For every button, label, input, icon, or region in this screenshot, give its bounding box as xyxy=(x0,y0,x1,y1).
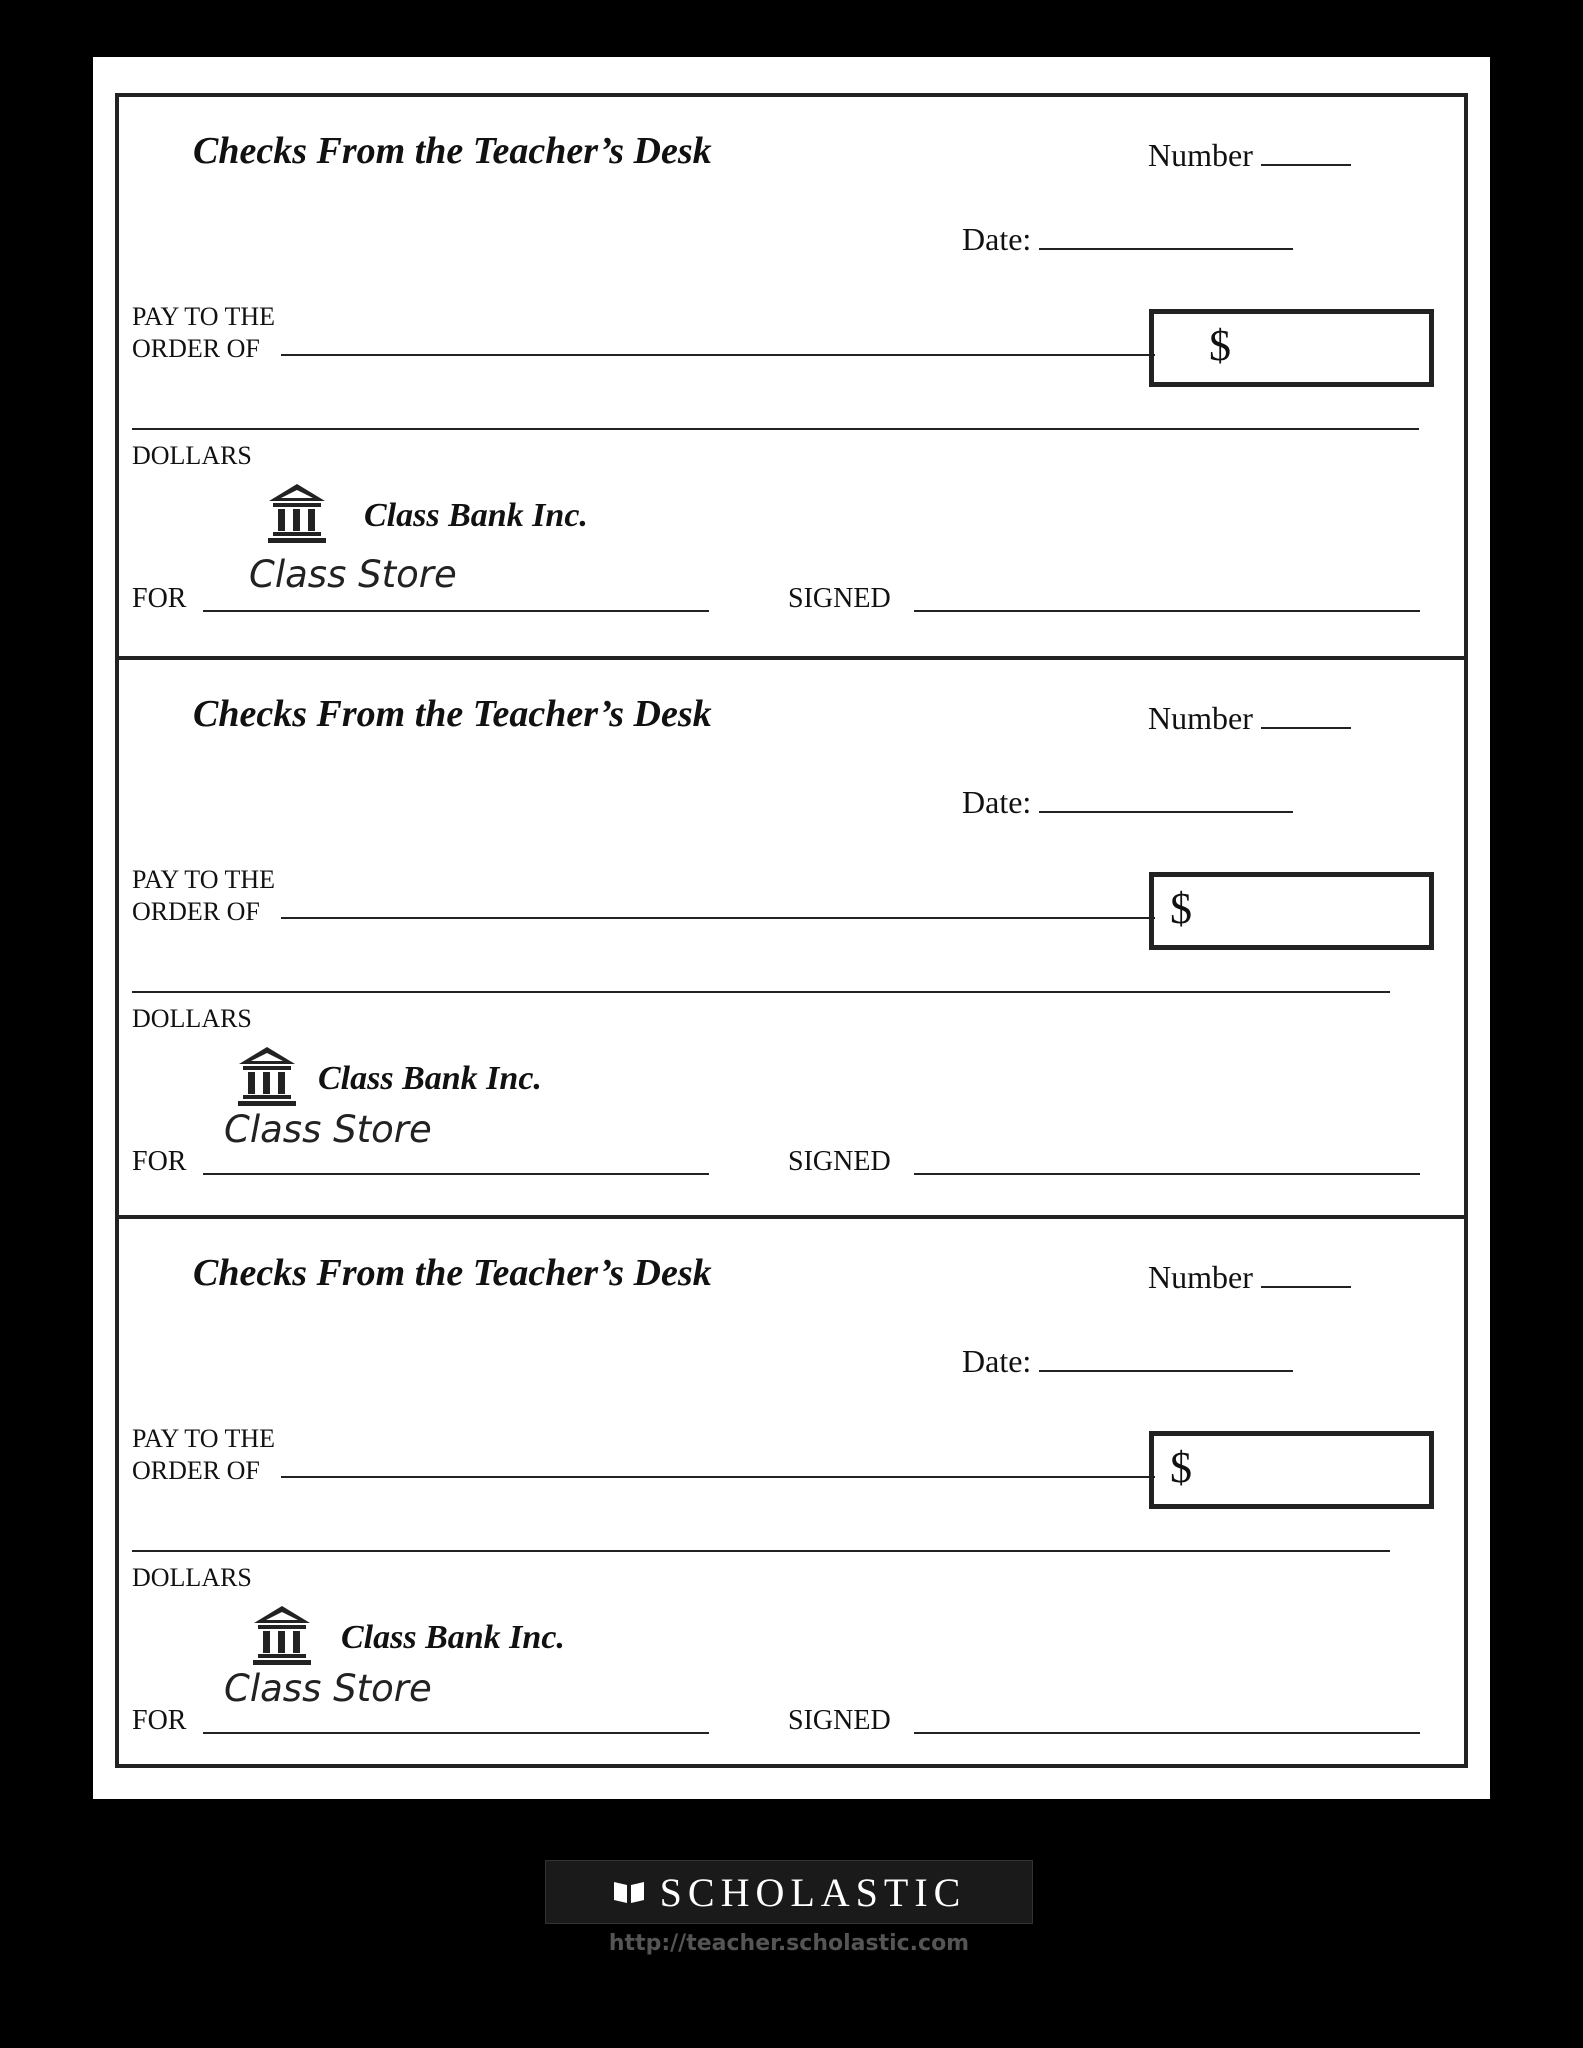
pay-to-label xyxy=(132,301,275,365)
for-label: FOR xyxy=(132,1705,187,1736)
number-blank xyxy=(1261,135,1351,166)
dollars-blank xyxy=(132,428,1419,430)
check-number-field xyxy=(1148,135,1351,174)
date-blank xyxy=(1039,782,1293,813)
date-field xyxy=(962,1341,1293,1380)
for-value: Class Store xyxy=(224,1108,432,1151)
for-blank xyxy=(203,1732,709,1734)
pay-to-label xyxy=(132,1423,275,1487)
date-label: Date: xyxy=(962,783,1032,820)
number-blank xyxy=(1261,1257,1351,1288)
date-blank xyxy=(1039,219,1293,250)
pay-to-line-1: PAY TO THE xyxy=(132,865,276,894)
bank-name: Class Bank Inc. xyxy=(364,497,588,534)
check-number-field xyxy=(1148,1257,1351,1296)
logo-text: SCHOLASTIC xyxy=(659,1869,967,1915)
open-book-icon xyxy=(612,1878,646,1906)
for-blank xyxy=(203,610,709,612)
check-title: Checks From the Teacher’s Desk xyxy=(193,130,712,172)
currency-symbol: $ xyxy=(1170,1443,1192,1492)
bank-name: Class Bank Inc. xyxy=(341,1619,565,1656)
check-title: Checks From the Teacher’s Desk xyxy=(193,1252,712,1294)
payee-blank xyxy=(281,354,1155,356)
checks-frame xyxy=(115,93,1468,1768)
check-title: Checks From the Teacher’s Desk xyxy=(193,693,712,735)
printable-sheet xyxy=(93,57,1490,1799)
pay-to-line-1: PAY TO THE xyxy=(132,1424,276,1453)
date-field xyxy=(962,219,1293,258)
dollars-label: DOLLARS xyxy=(132,441,252,470)
number-blank xyxy=(1261,698,1351,729)
check-number-field xyxy=(1148,698,1351,737)
pay-to-label xyxy=(132,864,275,928)
pay-to-line-2: ORDER OF xyxy=(132,334,260,363)
date-blank xyxy=(1039,1341,1293,1372)
amount-box xyxy=(1149,309,1434,387)
dollars-blank xyxy=(132,991,1390,993)
date-label: Date: xyxy=(962,220,1032,257)
pay-to-line-2: ORDER OF xyxy=(132,897,260,926)
signed-label: SIGNED xyxy=(788,1146,891,1177)
signature-blank xyxy=(914,610,1420,612)
amount-box xyxy=(1149,1431,1434,1509)
for-label: FOR xyxy=(132,1146,187,1177)
bank-building-icon xyxy=(235,1044,299,1108)
dollars-label: DOLLARS xyxy=(132,1004,252,1033)
signature-blank xyxy=(914,1173,1420,1175)
amount-box xyxy=(1149,872,1434,950)
signed-label: SIGNED xyxy=(788,583,891,614)
pay-to-line-1: PAY TO THE xyxy=(132,302,276,331)
date-label: Date: xyxy=(962,1342,1032,1379)
footer-url[interactable]: http://teacher.scholastic.com xyxy=(608,1931,970,1956)
bank-name: Class Bank Inc. xyxy=(318,1060,542,1097)
bank-building-icon xyxy=(265,481,329,545)
date-field xyxy=(962,782,1293,821)
number-label: Number xyxy=(1148,1258,1253,1295)
dollars-blank xyxy=(132,1550,1390,1552)
check-1 xyxy=(119,97,1464,656)
for-blank xyxy=(203,1173,709,1175)
dollars-label: DOLLARS xyxy=(132,1563,252,1592)
for-value: Class Store xyxy=(224,1667,432,1710)
check-3 xyxy=(119,1215,1464,1774)
currency-symbol: $ xyxy=(1209,321,1231,370)
for-label: FOR xyxy=(132,583,187,614)
signature-blank xyxy=(914,1732,1420,1734)
payee-blank xyxy=(281,1476,1155,1478)
pay-to-line-2: ORDER OF xyxy=(132,1456,260,1485)
number-label: Number xyxy=(1148,136,1253,173)
payee-blank xyxy=(281,917,1155,919)
number-label: Number xyxy=(1148,699,1253,736)
signed-label: SIGNED xyxy=(788,1705,891,1736)
check-2 xyxy=(119,656,1464,1215)
for-value: Class Store xyxy=(249,553,457,596)
currency-symbol: $ xyxy=(1170,884,1192,933)
scholastic-logo xyxy=(545,1860,1033,1924)
bank-building-icon xyxy=(250,1603,314,1667)
